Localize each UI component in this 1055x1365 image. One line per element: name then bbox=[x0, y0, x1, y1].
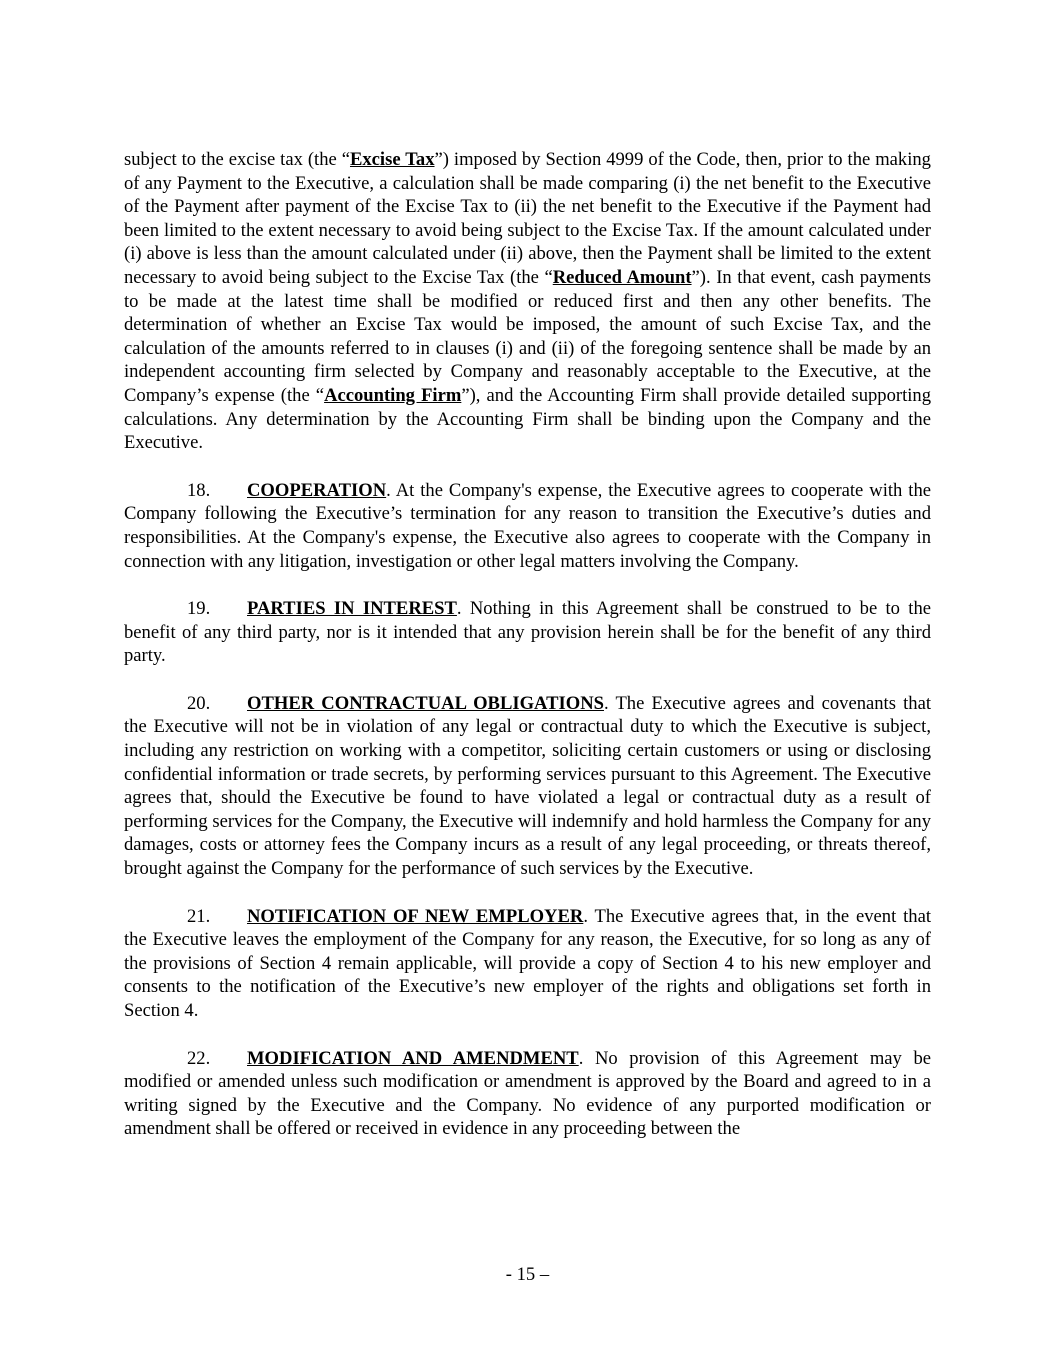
defined-term-accounting-firm: Accounting Firm bbox=[324, 384, 462, 406]
section-number: 20. bbox=[187, 692, 211, 714]
text: subject to the excise tax (the “ bbox=[124, 149, 350, 170]
section-body: . No provision of this Agreement may be modified or amended unless such modification or amendment is approved by the Board and agreed to in a writing signed by the Executive and the Company. No evidence of any purported modification or amendment shall be offered or received in evidence in any proceeding between the bbox=[124, 1047, 931, 1140]
text: ”) imposed by Section 4999 of the Code, then, prior to the making of any Payment to the Executive, a calculation shall be made comparing (i) the net benefit to the Executive of the Payment after payment of the Excise Tax to (ii) the net benefit to the Executive if the Payment had been limited to the extent necessary to avoid being subject to the Excise Tax. If the amount calculated under (i) above is less than the amount calculated under (ii) above, then the Payment shall be limited to the extent necessary to avoid being subject to the Excise Tax (the “ bbox=[124, 149, 931, 288]
section-number: 21. bbox=[187, 905, 211, 927]
section-body: . The Executive agrees and covenants that the Executive will not be in violation of any legal or contractual duty to which the Executive is subject, including any restriction on working with a competitor, soliciting certain customers or using or disclosing confidential information or trade secrets, by performing services pursuant to this Agreement. The Executive agrees that, should the Executive be found to have violated a legal or contractual duty as a result of performing services for the Company, the Executive will indemnify and hold harmless the Company for any damages, costs or attorney fees the Company incurs as a result of any legal proceeding, or threats thereof, brought against the Company for the performance of such services by the Executive. bbox=[124, 692, 931, 880]
defined-term-excise-tax: Excise Tax bbox=[349, 149, 435, 170]
section-heading: PARTIES IN INTEREST bbox=[247, 598, 457, 620]
section-19-parties-in-interest bbox=[124, 597, 931, 668]
section-heading: MODIFICATION AND AMENDMENT bbox=[247, 1047, 579, 1069]
section-heading: OTHER CONTRACTUAL OBLIGATIONS bbox=[247, 692, 604, 714]
section-number: 19. bbox=[187, 598, 211, 620]
section-21-notification-of-new-employer bbox=[124, 905, 931, 1023]
section-number: 18. bbox=[187, 479, 211, 501]
document-page bbox=[124, 148, 931, 1165]
section-20-other-contractual-obligations bbox=[124, 692, 931, 881]
section-body: . Nothing in this Agreement shall be construed to be to the benefit of any third party, nor is it intended that any provision herein shall be for the benefit of any third party. bbox=[124, 598, 932, 667]
page-number: - 15 – bbox=[505, 1264, 550, 1285]
text: ”). In that event, cash payments to be made at the latest time shall be modified or reduced first and then any other benefits. The determination of whether an Excise Tax would be imposed, the amount of such Excise Tax, and the calculation of the amounts referred to in clauses (i) and (ii) of the foregoing sentence shall be made by an independent accounting firm selected by Company and reasonably acceptable to the Executive, at the Company’s expense (the “ bbox=[124, 266, 931, 406]
section-body: . The Executive agrees that, in the event that the Executive leaves the employment of the Company for any reason, the Executive, for so long as any of the provisions of Section 4 remain applicable, will provide a copy of Section 4 to his new employer and consents to the notification of the Executive’s new employer of the rights and obligations set forth in Section 4. bbox=[124, 905, 931, 1021]
section-22-modification-and-amendment bbox=[124, 1047, 931, 1141]
section-heading: COOPERATION bbox=[247, 479, 387, 501]
defined-term-reduced-amount: Reduced Amount bbox=[552, 266, 692, 288]
text: ”), and the Accounting Firm shall provide detailed supporting calculations. Any determination by the Accounting Firm shall be binding upon the Company and the Executive. bbox=[124, 384, 931, 454]
section-heading: NOTIFICATION OF NEW EMPLOYER bbox=[247, 905, 584, 927]
section-number: 22. bbox=[187, 1047, 211, 1069]
section-body: . At the Company's expense, the Executive agrees to cooperate with the Company following the Executive’s termination for any reason to transition the Executive’s duties and responsibilities. At the Company's expense, the Executive also agrees to cooperate with the Company in connection with any litigation, investigation or other legal matters involving the Company. bbox=[124, 479, 931, 572]
section-18-cooperation bbox=[124, 479, 931, 573]
paragraph-17-continued bbox=[124, 148, 931, 455]
